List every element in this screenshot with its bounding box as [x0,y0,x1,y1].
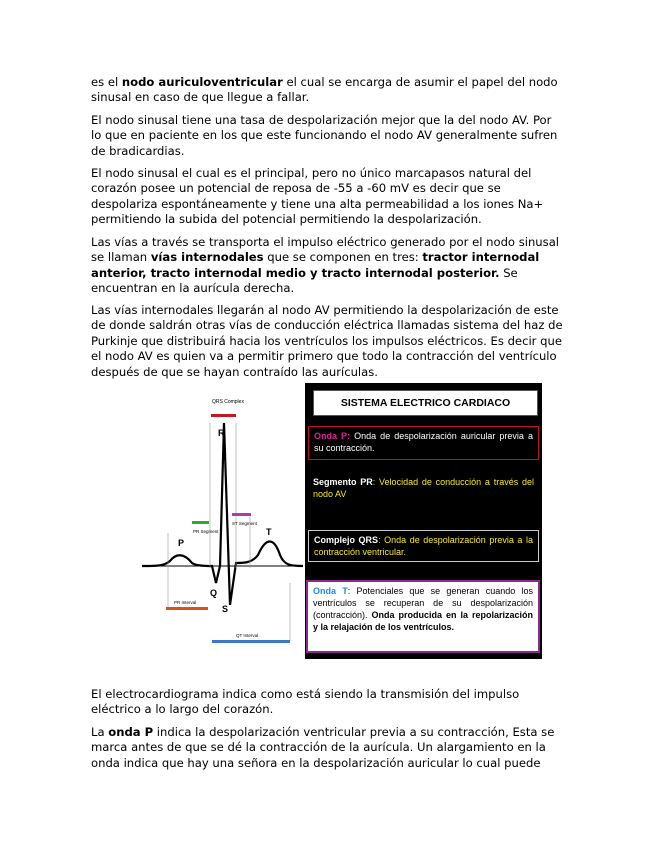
r-wave-label: R [218,428,225,438]
onda-p-label: Onda P: [314,431,351,441]
onda-t-label: Onda T [313,586,348,596]
text: Se encuentran en la aurícula derecha. [91,265,518,296]
paragraph-electrocardiograma: El electrocardiograma indica como está siendo la transmisión del impulso eléctrico a lo largo del corazón. [91,687,520,717]
figure-title: SISTEMA ELECTRICO CARDIACO [313,390,538,416]
paragraph-vias-internodales [91,235,563,297]
st-segment-bar [232,513,251,516]
paragraph-onda-p [91,725,563,771]
ecg-trace [142,423,303,605]
ecg-figure [140,383,542,659]
bold-term: tractor internodal anterior, tracto internodal medio y tracto internodal posterior. [91,250,540,280]
qt-interval-bar [212,640,290,643]
segmento-pr-box [308,475,539,505]
qt-interval-label: QT Interval [236,633,259,638]
paragraph-nodo-sinusal: El nodo sinusal el cual es el principal, pero no único marcapasos natural del corazón posee un potencial de reposa de -55 a -60 mV es decir que se despolariza espontáneamente y tiene una alta permeabilidad a los iones Na+ permitiendo la subida del potencial permitiendo la despolarización. [91,166,544,227]
onda-t-box [306,580,540,653]
bold-term: nodo auriculoventricular [121,75,283,89]
text: es el [91,75,122,89]
text: indica la despolarización ventricular previa a su contracción, Esta se marca antes de que se dé la contracción de la aurícula. Un alargamiento en la onda indica que hay una señora en la despolarización auricular lo cual puede [91,725,555,770]
t-wave-label: T [266,527,272,537]
complejo-qrs-text: : Onda de despolarización previa a la contracción ventricular. [314,535,533,557]
complejo-qrs-label: Complejo QRS [314,535,379,545]
pr-interval-label: PR Interval [174,600,197,605]
onda-p-text: Onda de despolarización auricular previa a su contracción. [314,431,533,453]
pr-segment-bar [192,521,209,524]
qrs-complex-bar [211,414,236,417]
text: que se componen en tres: [263,250,423,265]
paragraph-tasa-despolarizacion: El nodo sinusal tiene una tasa de despolarización mejor que la del nodo AV. Por lo que en paciente en los que este funcionando el nodo AV generalmente sufren de bradicardias. [91,113,558,158]
s-wave-label: S [222,604,229,614]
pr-interval-bar [166,607,208,610]
segmento-pr-label: Segmento PR [313,477,373,487]
onda-p-box [308,426,539,460]
segmento-pr-text: : Velocidad de conducción a través del nodo AV [313,477,534,499]
bold-term: onda P [108,725,154,739]
text: La [91,725,109,739]
st-segment-label: ST Segment [232,521,257,526]
text: Las vías a través se transporta el impulso eléctrico generado por el nodo sinusal se llaman [91,235,560,265]
text: el cual se encarga de asumir el papel del nodo sinusal en caso de que llegue a fallar. [91,75,558,105]
q-wave-label: Q [210,588,218,598]
p-wave-label: P [178,538,185,548]
qrs-complex-label: QRS Complex [212,399,244,405]
onda-t-text: : Potenciales que se generan cuando los ventrículos se recuperan de su despolarización (contracción). [313,586,534,620]
bold-term: vías internodales [150,250,264,265]
ecg-waveform-svg [140,383,305,659]
pr-segment-label: PR Segment [193,529,219,534]
onda-t-text-bold: Onda producida en la repolarización y la relajación de los ventrículos. [313,610,533,632]
paragraph-nodo-av [91,75,563,106]
ecg-diagram [140,383,305,659]
paragraph-purkinje: Las vías internodales llegarán al nodo AV permitiendo la despolarización de este de donde saldrán otras vías de conducción eléctrica llamadas sistema del haz de Purkinje que distribuirá hacia los ventrículos los impulsos eléctricos. Es decir que el nodo AV es quien va a permitir primero que todo la contracción del ventrículo después de que se hayan contraído las aurículas. [91,303,563,379]
complejo-qrs-box [308,530,539,562]
